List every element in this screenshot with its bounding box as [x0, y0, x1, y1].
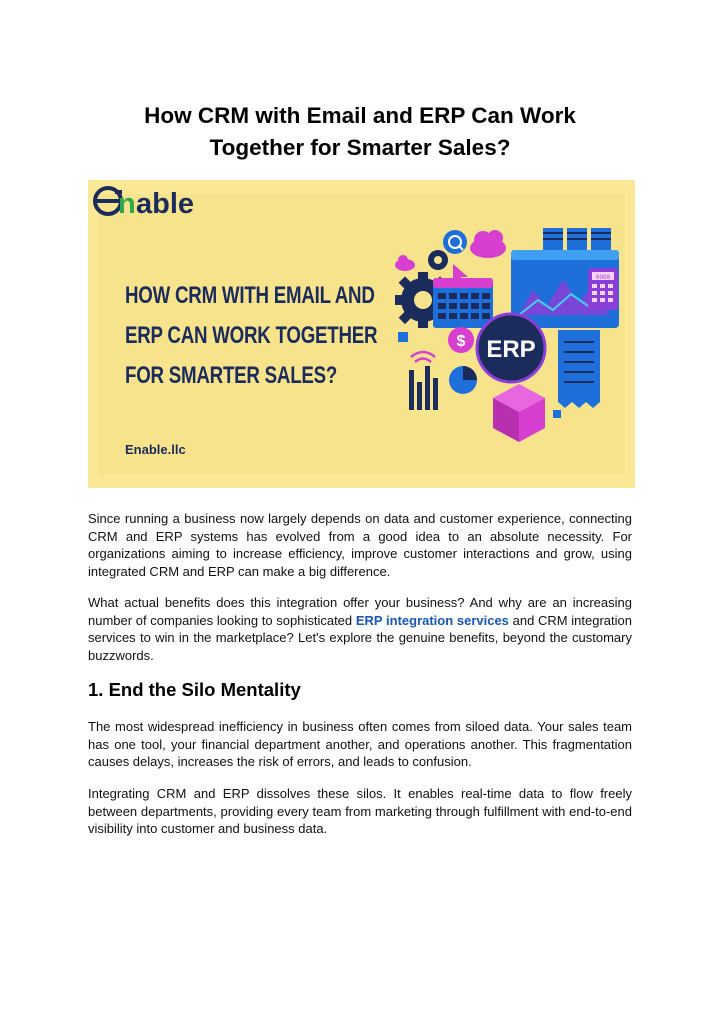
- benefits-text-end: and CRM integration services to win in the marketplace? Let's explore the genuine benefits, beyond the customary buzzwords.: [88, 612, 632, 663]
- page-title: [88, 100, 632, 164]
- svg-text:ERP: ERP: [486, 336, 536, 363]
- bar-chart-icon: [409, 366, 438, 410]
- dollar-coin-icon: [448, 327, 474, 353]
- hero-banner: [88, 180, 635, 488]
- silo-paragraph: The most widespread inefficiency in business often comes from siloed data. Your sales team has one tool, your financial department another, and operations another. This fragmentation causes delays, increases the risk of errors, and leads to confusion.: [88, 719, 632, 770]
- signal-icon: [411, 352, 435, 362]
- title-line-1: How CRM with Email and ERP Can Work: [144, 103, 576, 128]
- cloud-icon: [470, 230, 506, 258]
- section-heading: 1. End the Silo Mentality: [88, 679, 301, 700]
- pie-chart-icon: [449, 366, 477, 394]
- intro-paragraph: Since running a business now largely depends on data and customer experience, connecting CRM and ERP systems has evolved from a good idea to an absolute necessity. For organizations aiming to increase efficiency, improve customer interactions and grow, using integrated CRM and ERP can make a big difference.: [88, 511, 632, 579]
- svg-text:able: able: [136, 188, 195, 220]
- cloud-icon: [395, 255, 415, 271]
- erp-badge: [477, 314, 545, 382]
- small-gear-icon: [428, 250, 448, 270]
- enable-logo: [88, 180, 218, 224]
- banner-site-name: Enable.llc: [125, 442, 186, 457]
- search-icon: [443, 230, 467, 254]
- benefits-paragraph: [88, 594, 632, 664]
- title-line-2: Together for Smarter Sales?: [209, 135, 511, 160]
- banner-headline-line: FOR SMARTER SALES?: [125, 362, 338, 389]
- receipt-icon: [558, 330, 600, 408]
- banner-headline-line: HOW CRM WITH EMAIL AND: [125, 282, 375, 309]
- benefits-text-start: What actual benefits does this integration offer your business? And why are an increasing number of companies looking to sophisticated: [88, 595, 632, 628]
- svg-text:$: $: [456, 333, 466, 350]
- calculator-icon: [588, 268, 618, 310]
- box-icon: [493, 384, 545, 442]
- integration-paragraph: Integrating CRM and ERP dissolves these silos. It enables real-time data to flow freely between departments, providing every team from marketing through fulfillment with end-to-end visibility into customer and business data.: [88, 786, 632, 837]
- banner-headline: [125, 276, 378, 396]
- erp-illustration: [393, 220, 628, 450]
- erp-integration-services-link[interactable]: ERP integration services: [355, 612, 509, 628]
- svg-text:0000: 0000: [595, 274, 611, 281]
- banner-headline-line: ERP CAN WORK TOGETHER: [125, 322, 378, 349]
- svg-text:n: n: [118, 188, 136, 220]
